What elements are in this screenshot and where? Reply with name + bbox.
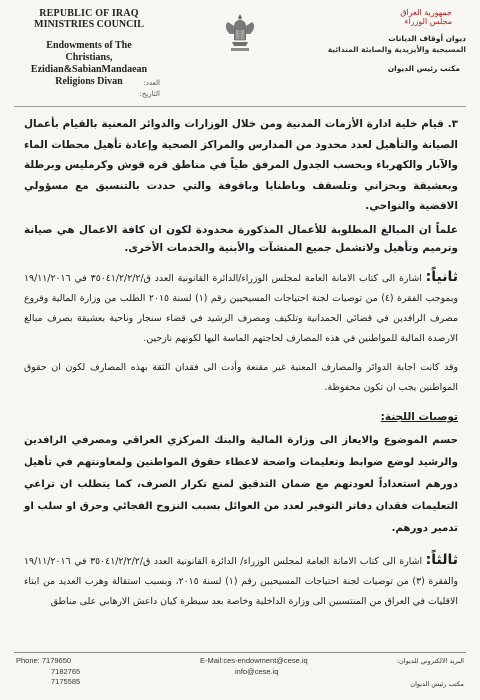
- letterhead-divan-line2: Christians, Ezidian&SabianMandaean: [30, 52, 148, 75]
- second-lead: ثانياً:: [425, 268, 459, 285]
- email-label-ar: البريد الالكتروني للديوان:: [396, 657, 464, 665]
- phone-number-3: 7175585: [51, 677, 81, 686]
- note-paragraph: علماً ان المبالغ المطلوبة للأعمال المذكورة محدودة لكون ان كافة الاعمال هي صيانة وترميم وتأهيل ولاتشمل جميع المنشآت والأبنية والخدمات الأخرى.: [24, 223, 458, 254]
- paragraph-3: ٣. قيام خلية ادارة الأزمات المدنية ومن خلال الوزارات والدوائر المعنية بالقيام بأعمال الصيانة والتأهيل لعدد محدود من المدارس والمراكز الصحية وإعادة تأهيل محطات الماء والآبار والكهرباء وبحسب الجدول المرفق طياً في مناطق قره قوش وكرمليس وبرطلة وبعشيقة وبحزاني وتلسقف وباطنايا وباقوفة والتي حددت بالتنسيق مع مسؤولي الاقضية والنواحي.: [24, 118, 458, 212]
- recommendations-heading: توصيات اللجنة:: [380, 411, 458, 424]
- email-address-1: ces-endowment@cese.iq: [223, 656, 308, 665]
- footer-arabic: [364, 656, 464, 690]
- header-divider: [14, 106, 466, 107]
- arabic-letterhead: [326, 8, 466, 73]
- footer-divider: [14, 652, 466, 653]
- iraq-eagle-emblem-icon: [222, 12, 258, 56]
- letterhead-divan-line1: Endowments of The: [46, 40, 132, 51]
- second-text: اشارة الى كتاب الامانة العامة لمجلس الوزراء/الدائرة القانونية العدد ق/٣٥٠٤١/٢/٢/٢ في ١٩/١١/٢٠١٦ وبموجب الفقرة (٤) من توصيات لجنة احتياجات المسيحيين رقم (١) لسنة ٢٠١٥ الطلب من وزارة المالية وفروع مصرف الرافدين في قضائي الحمدانية وتلكيف ومصرف الرشيد في قضاء سنجار وناحية بعشيقة بصرف مبالغ الارصدة المالية للمواطنين في هذه المصارف لحاجتهم الماسة اليها لكونهم نازحين.: [24, 272, 458, 344]
- footer-phones: [16, 656, 96, 688]
- bank-response-paragraph: وقد كانت اجابة الدوائر والمصارف المعنية غير مقنعة وأدت الى فقدان الثقة بهذه المصارف لكون ان حقوق المواطنين يجب ان تكون محفوظة.: [24, 362, 458, 394]
- english-letterhead: [14, 8, 164, 88]
- footer-emails: [200, 656, 320, 677]
- letter-body: [24, 114, 458, 622]
- letterhead-divan-ar-line1: ديوان أوقاف الديانات: [388, 34, 466, 43]
- letterhead-divan-ar-line2: المسيحية والأيزيدية والصابئة المندائية: [327, 45, 466, 54]
- reference-fields: [108, 78, 160, 100]
- phone-line-1: [16, 656, 96, 667]
- letterhead-country: REPUBLIC OF IRAQ: [39, 8, 139, 19]
- letterhead-country-ar: جمهورية العراق: [400, 8, 452, 17]
- email-line-1: [200, 656, 320, 667]
- email-label: E-Mail:: [200, 656, 224, 665]
- paragraph-third: [24, 550, 458, 612]
- office-label-ar: مكتب رئيس الديوان: [410, 680, 464, 688]
- office-head-label: مكتب رئيس الديوان: [387, 64, 460, 73]
- letterhead-divan-line3: Religions Divan: [55, 76, 123, 87]
- email-address-2: info@cese.iq: [235, 666, 279, 676]
- third-lead: ثالثاً:: [425, 552, 458, 569]
- phone-label: Phone:: [16, 656, 40, 665]
- phone-number-2: 7182765: [51, 666, 81, 676]
- date-label: التاريخ:: [139, 90, 160, 98]
- paragraph-second: [24, 267, 458, 349]
- letterhead-council: MINISTRIES COUNCIL: [34, 19, 144, 30]
- letterhead-council-ar: مجلس الوزراء: [404, 17, 452, 26]
- phone-number-1: 7179650: [41, 656, 72, 665]
- recommendations-paragraph: حسم الموضوع والايعاز الى وزارة المالية والبنك المركزي العراقي ومصرفي الرافدين والرشيد لوضع ضوابط وتعليمات واضحة لاعطاء حقوق المواطنين ولمعاونتهم في تأهيل دورهم استعداداً لعودتهم مع ضمان التدقيق لمنع تكرار الصرف، كما يتطلب ان تراعي التعليمات فقدان دفاتر التوفير لعدد من العوائل بسبب النزوح الفجائي وحرق او سلب او تدمير دورهم.: [24, 435, 458, 535]
- number-label: العدد:: [143, 79, 160, 87]
- third-text: اشارة الى كتاب الامانة العامة لمجلس الوزراء/ الدائرة القانونية العدد ق/٣٥٠٤١/٢/٢/٢ في ١٩/١١/٢٠١٦ والفقرة (٣) من توصيات لجنة احتياجات المسيحيين رقم (١) لسنة ٢٠١٥، وبسبب استقالة وهرب العديد من ابناء الاقليات في العراق من المنتسبين الى وزارة الداخلية وخاصة بعد سيطرة كيان داعش الارهابي على مناطق: [24, 556, 458, 608]
